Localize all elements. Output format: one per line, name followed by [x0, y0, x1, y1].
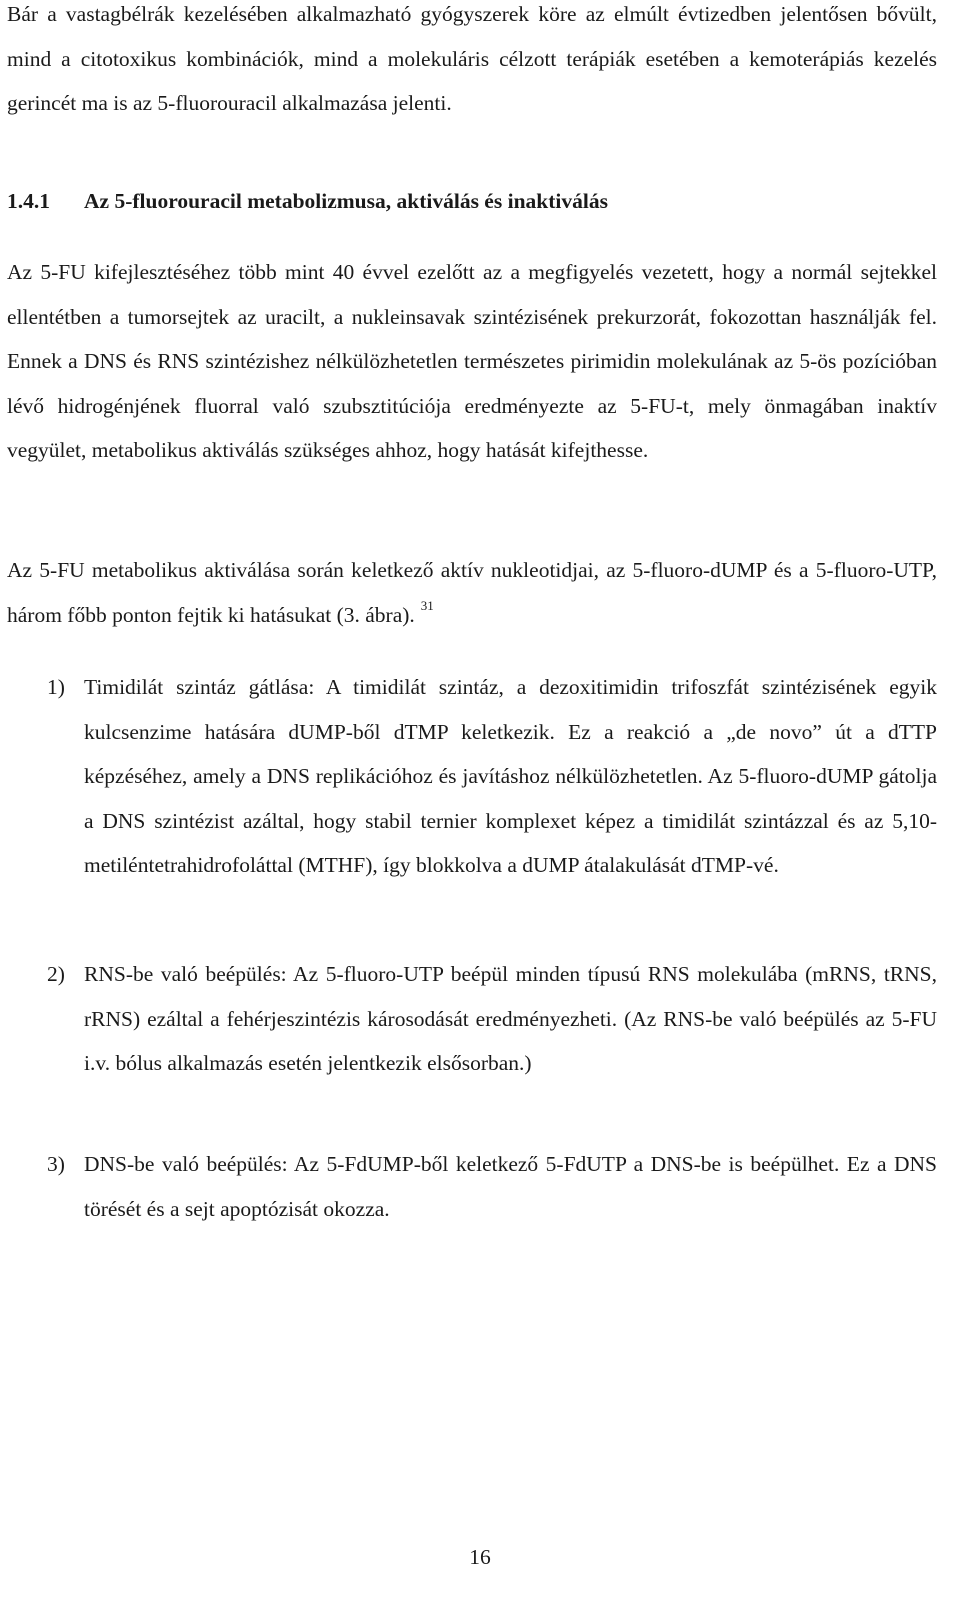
page-number: 16 [469, 1545, 491, 1569]
section-number: 1.4.1 [7, 189, 50, 213]
list-item-text: Timidilát szintáz gátlása: A timidilát szintáz, a dezoxitimidin trifoszfát szintézisének egyik kulcsenzime hatására dUMP-ből dTMP keletkezik. Ez a reakció a „de novo” út a dTTP képzéséhez, amely a DNS replikációhoz és javításhoz nélkülözhetetlen. Az 5-fluoro-dUMP gátolja a DNS szintézist azáltal, hogy stabil ternier komplexet képez a timidilát szintázzal és az 5,10-metiléntetrahidrofoláttal (MTHF), így blokkolva a dUMP átalakulását dTMP-vé. [84, 675, 937, 877]
activation-paragraph-text: Az 5-FU metabolikus aktiválása során keletkező aktív nukleotidjai, az 5-fluoro-dUMP és a 5-fluoro-UTP, három főbb ponton fejtik ki hatásukat (3. ábra). [7, 558, 937, 627]
list-item-number: 3) [47, 1152, 65, 1176]
section-heading [7, 183, 937, 219]
list-item-text: DNS-be való beépülés: Az 5-FdUMP-ből keletkező 5-FdUTP a DNS-be is beépülhet. Ez a DNS törését és a sejt apoptózisát okozza. [84, 1152, 937, 1221]
section-title: Az 5-fluorouracil metabolizmusa, aktiválás és inaktiválás [84, 189, 608, 213]
citation-superscript: 31 [420, 597, 434, 613]
list-item-number: 2) [47, 962, 65, 986]
activation-paragraph [7, 548, 937, 640]
list-item-number: 1) [47, 675, 65, 699]
metabolism-paragraph: Az 5-FU kifejlesztéséhez több mint 40 évvel ezelőtt az a megfigyelés vezetett, hogy a normál sejtekkel ellentétben a tumorsejtek az uracilt, a nukleinsavak szintézisének prekurzorát, fokozottan használják fel. Ennek a DNS és RNS szintézishez nélkülözhetetlen természetes pirimidin molekulának az 5-ös pozícióban lévő hidrogénjének fluorral való szubsztitúciója eredményezte az 5-FU-t, mely önmagában inaktív vegyület, metabolikus aktiválás szükséges ahhoz, hogy hatását kifejthesse. [7, 260, 937, 462]
list-item-text: RNS-be való beépülés: Az 5-fluoro-UTP beépül minden típusú RNS molekulába (mRNS, tRNS, rRNS) ezáltal a fehérjeszintézis károsodását eredményezheti. (Az RNS-be való beépülés az 5-FU i.v. bólus alkalmazás esetén jelentkezik elsősorban.) [84, 962, 937, 1075]
intro-paragraph: Bár a vastagbélrák kezelésében alkalmazható gyógyszerek köre az elmúlt évtizedben jelentősen bővült, mind a citotoxikus kombinációk, mind a molekuláris célzott terápiák esetében a kemoterápiás kezelés gerincét ma is az 5-fluorouracil alkalmazása jelenti. [7, 2, 937, 115]
